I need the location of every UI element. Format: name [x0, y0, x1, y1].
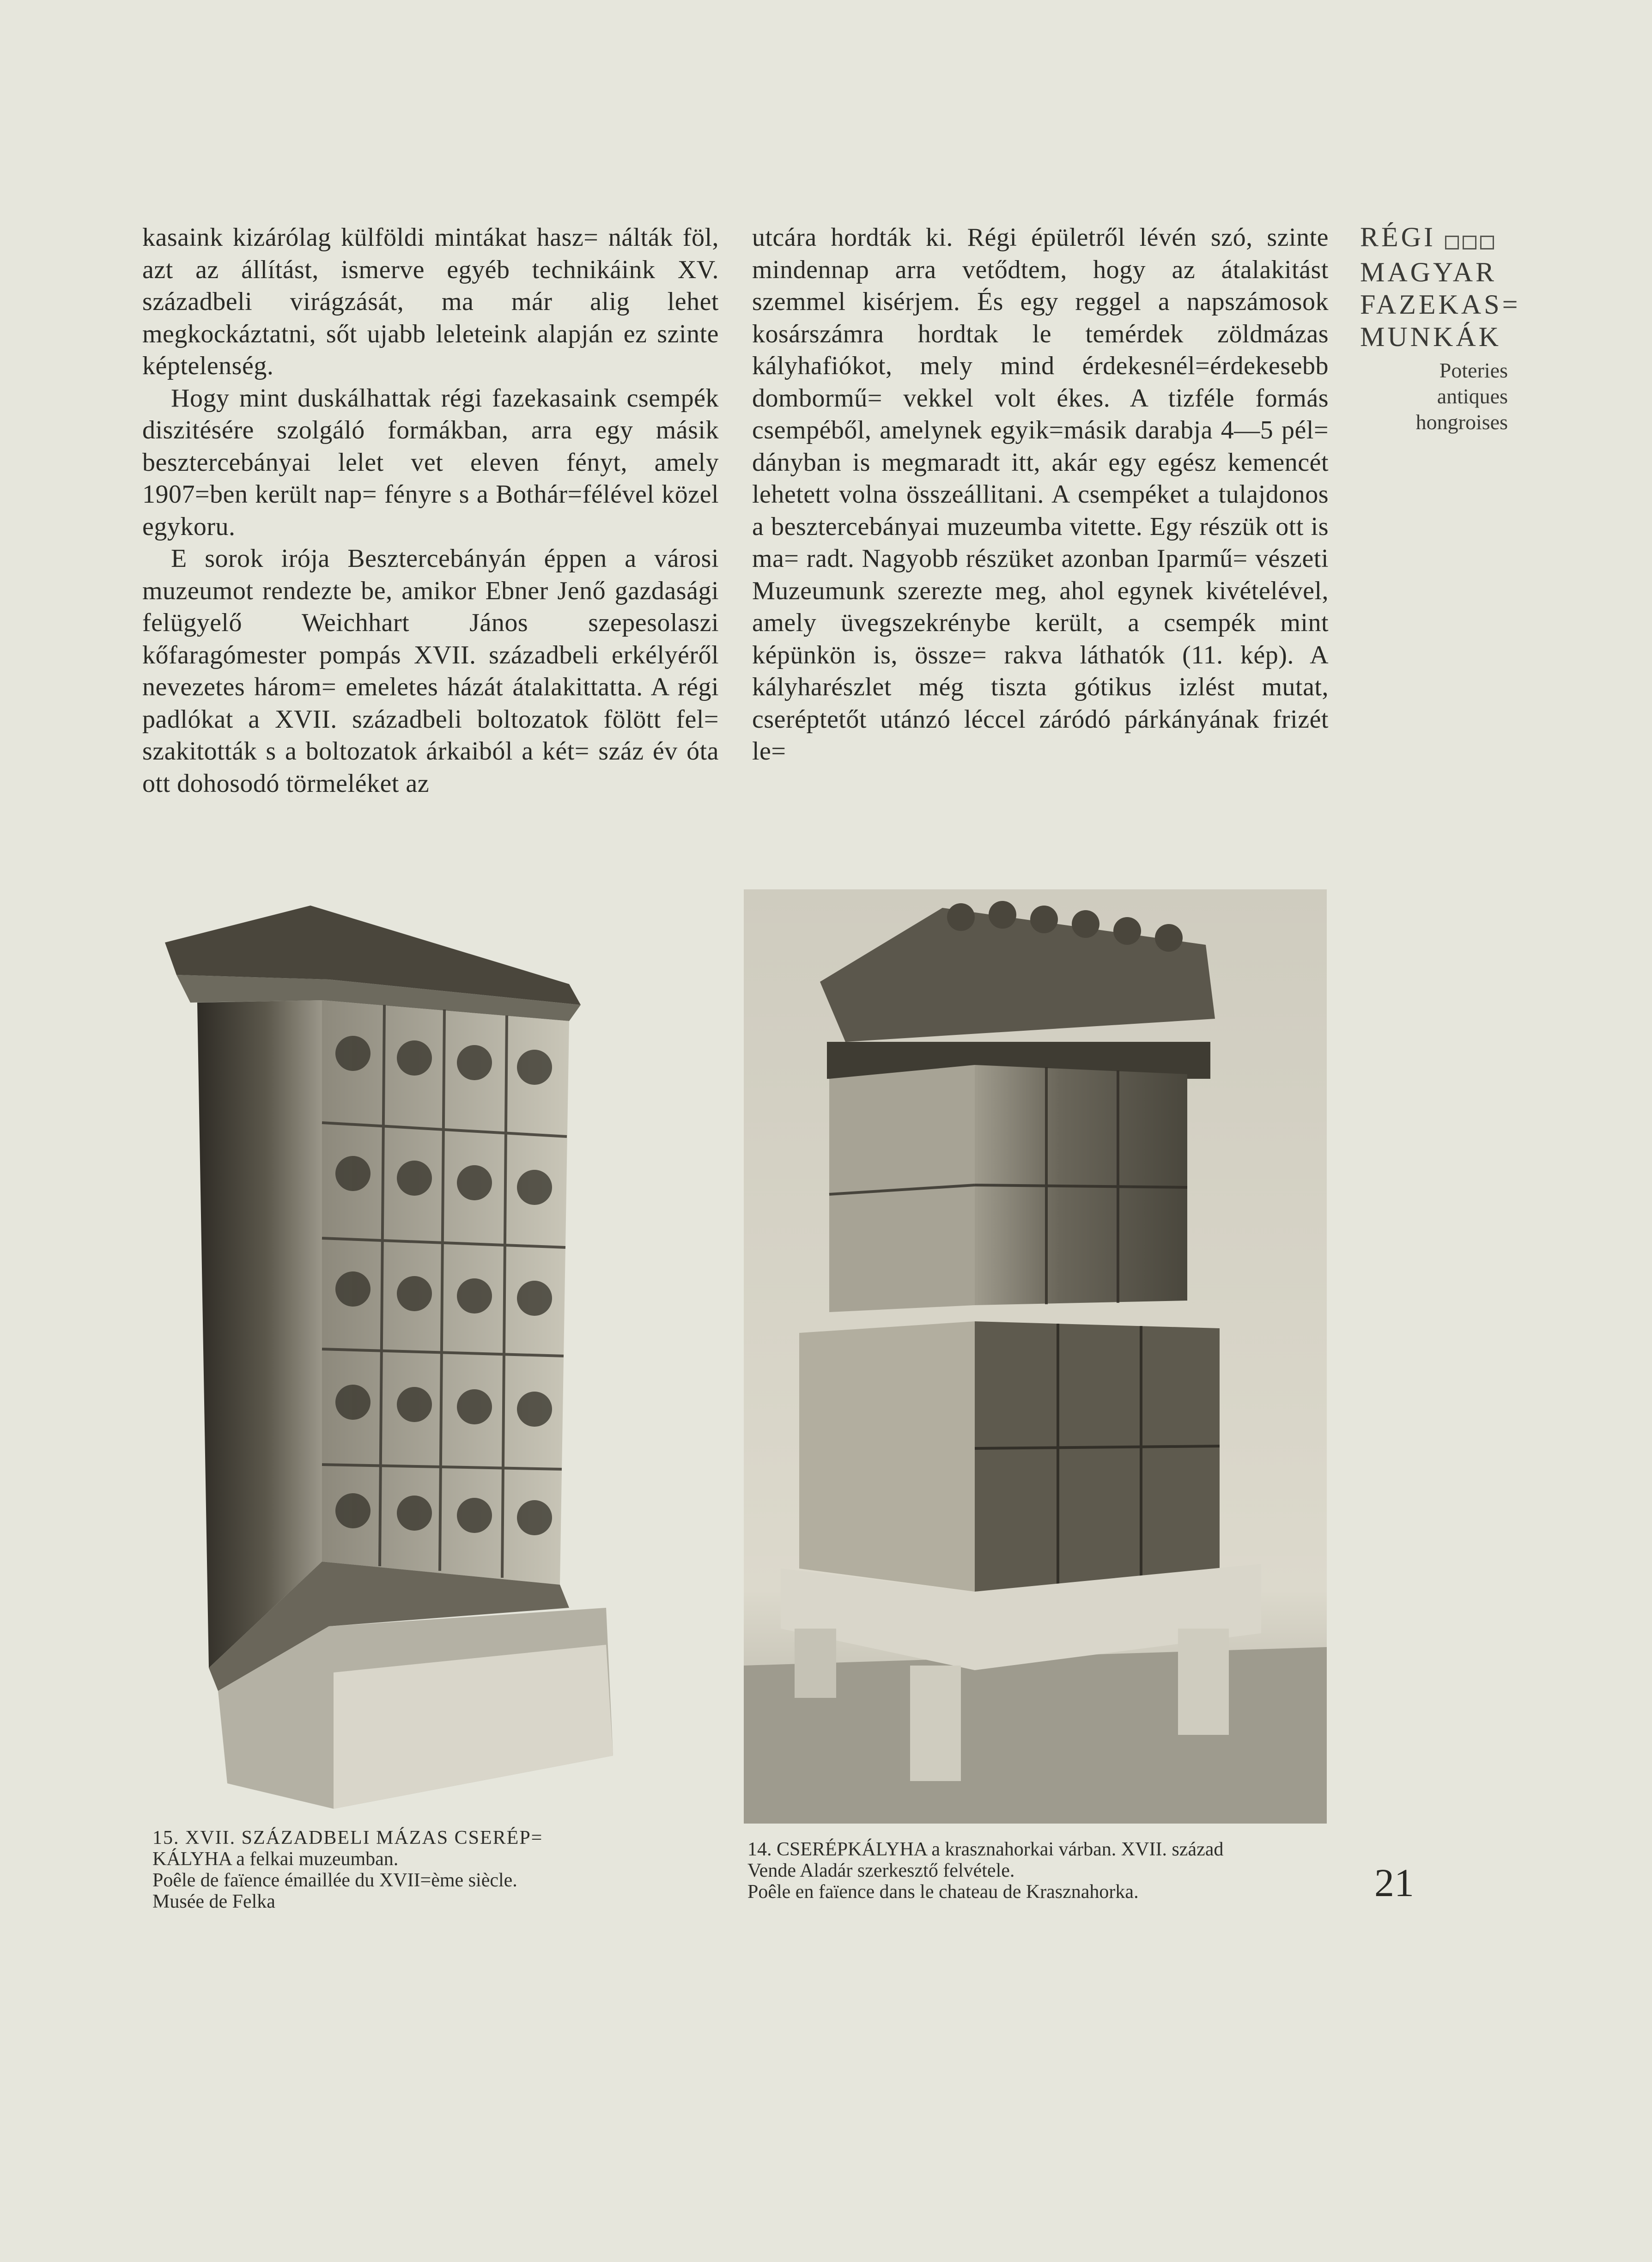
- page-number: 21: [1374, 1861, 1414, 1905]
- text-line: muzeumba vitette. Egy részük ott is ma=: [752, 512, 1329, 573]
- text-line: csempék diszitésére szolgáló formákban,: [142, 383, 719, 444]
- text-line: XVII. századbeli erkélyéről nevezetes három=: [142, 640, 719, 701]
- text-line: Hogy mint duskálhattak régi fazekasaink: [171, 383, 617, 413]
- text-line: fényre s a Bothár=félével közel egykoru.: [142, 480, 719, 541]
- text-line: dányban is megmaradt itt, akár egy egész: [752, 448, 1216, 477]
- margin-subtitle-line: hongroises: [1415, 410, 1508, 434]
- paragraph-2: [142, 383, 719, 543]
- text-line: már alig lehet megkockáztatni, sőt ujabb: [142, 287, 719, 348]
- text-line: János szepesolaszi kőfaragómester pompás: [142, 608, 719, 669]
- stove-photo-krasznahorka: [744, 889, 1327, 1824]
- caption-line: Poêle en faïence dans le chateau de Krasznahorka.: [747, 1881, 1139, 1903]
- text-line: leleteink alapján ez szinte képtelenség.: [142, 319, 719, 380]
- text-line: még tiszta gótikus izlést mutat, cseréptetőt: [752, 673, 1329, 734]
- text-line: nálták föl, azt az állítást, ismerve egyéb: [142, 223, 719, 284]
- text-line: technikáink XV. századbeli virágzását, ma: [142, 255, 719, 316]
- left-text-column: [142, 222, 719, 800]
- text-line: kemencét lehetett volna összeállitani. A: [752, 448, 1329, 509]
- text-line: Ebner Jenő gazdasági felügyelő Weichhart: [142, 576, 719, 637]
- margin-title-line: MAGYAR: [1360, 257, 1497, 288]
- margin-subtitle-line: antiques: [1437, 384, 1508, 408]
- margin-title-line: FAZEKAS=: [1360, 289, 1521, 320]
- caption-line: 15. XVII. SZÁZADBELI MÁZAS CSERÉP=: [152, 1827, 543, 1849]
- text-line: kasaink kizárólag külföldi mintákat hasz=: [142, 223, 599, 252]
- text-line: arra egy másik besztercebányai lelet vet: [142, 416, 719, 477]
- caption-line: Musée de Felka: [152, 1891, 275, 1912]
- paragraph-3: [142, 543, 719, 800]
- text-line: rakva láthatók (11. kép). A kályharészlet: [752, 640, 1329, 701]
- margin-section-title: [1360, 221, 1521, 353]
- paragraph-1: [142, 222, 719, 383]
- figure-15-caption: [152, 1827, 624, 1912]
- caption-line: KÁLYHA a felkai muzeumban.: [152, 1849, 399, 1870]
- figure-14-caption: [747, 1839, 1325, 1903]
- margin-title-line: RÉGI: [1360, 221, 1517, 256]
- text-line: vészeti Muzeumunk szerezte meg, ahol: [752, 544, 1329, 605]
- text-line: egynek kivételével, amely üvegszekrénybe: [752, 576, 1329, 637]
- text-line: eleven fényt, amely 1907=ben került nap=: [142, 448, 719, 509]
- text-line: szakitották s a boltozatok árkaiból a két=: [142, 737, 589, 766]
- text-line: csempéket a tulajdonos a besztercebányai: [752, 480, 1329, 541]
- text-line: utánzó léccel záródó párkányának frizét le=: [752, 705, 1329, 766]
- paragraph-4: [752, 222, 1329, 768]
- text-line: utcára hordták ki. Régi épületről lévén szó,: [752, 223, 1253, 252]
- text-line: vekkel volt ékes. A tizféle formás csempéből,: [752, 383, 1329, 444]
- margin-title-line: MUNKÁK: [1360, 322, 1501, 353]
- text-line: a városi muzeumot rendezte be, amikor: [142, 544, 719, 605]
- right-text-column: [752, 222, 1329, 768]
- text-line: radt. Nagyobb részüket azonban Iparmű=: [806, 544, 1248, 573]
- text-line: szinte mindennap arra vetődtem, hogy az: [752, 223, 1329, 284]
- text-line: amelynek egyik=másik darabja 4—5 pél=: [880, 416, 1329, 444]
- text-line: került, a csempék mint képünkön is, össze=: [752, 608, 1329, 669]
- stove-photo-felka: [163, 906, 625, 1818]
- text-line: átalakitást szemmel kisérjem. És egy reggel: [752, 255, 1329, 316]
- caption-line: Vende Aladár szerkesztő felvétele.: [747, 1860, 1015, 1881]
- text-line: mind érdekesnél=érdekesebb dombormű=: [752, 352, 1329, 413]
- margin-subtitle-line: Poteries: [1439, 359, 1508, 382]
- text-line: temérdek zöldmázas kályhafiókot, mely: [752, 319, 1329, 380]
- text-line: a napszámosok kosárszámra hordtak le: [752, 287, 1329, 348]
- text-line: emeletes házát átalakittatta. A régi padlókat: [142, 673, 719, 734]
- text-line: száz év óta ott dohosodó törmeléket az: [142, 737, 719, 798]
- margin-section-subtitle: [1360, 358, 1508, 435]
- caption-line: 14. CSERÉPKÁLYHA a krasznahorkai várban. XVII. század: [747, 1839, 1224, 1860]
- ornament-boxes-icon: [1445, 224, 1498, 256]
- caption-line: Poêle de faïence émaillée du XVII=ème siècle.: [152, 1870, 517, 1891]
- text-line: E sorok irója Besztercebányán éppen: [171, 544, 607, 573]
- text-line: a XVII. századbeli boltozatok fölött fel=: [248, 705, 719, 734]
